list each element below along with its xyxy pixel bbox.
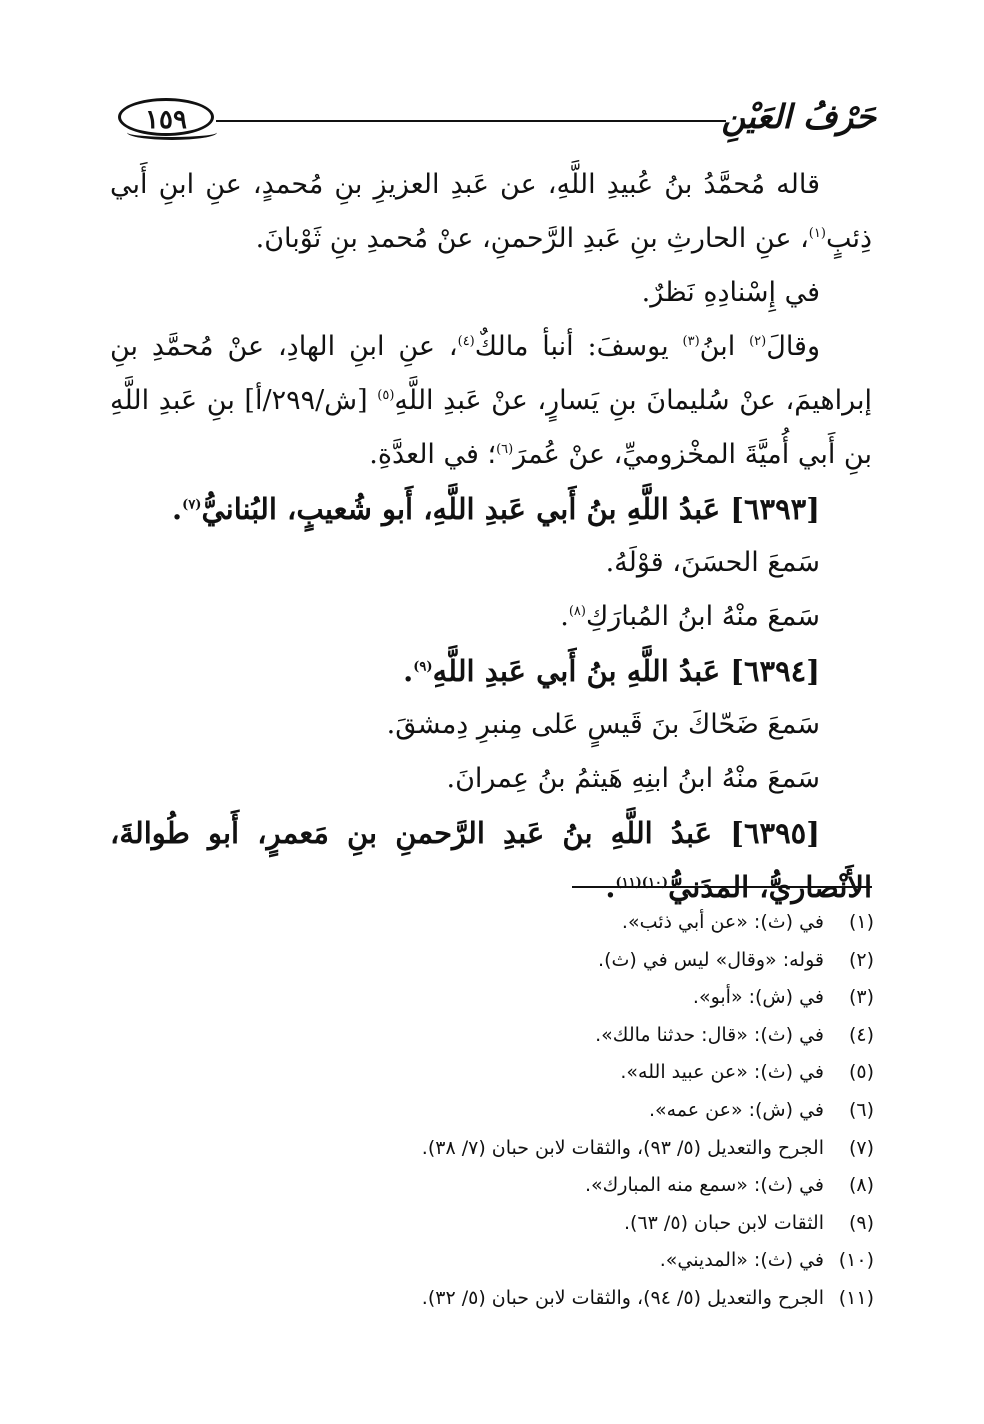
page-header	[118, 92, 876, 152]
footnote-number: (١)	[848, 911, 874, 933]
chapter-title: حَرْفُ العَيْنِ	[721, 97, 876, 136]
footnote-item	[110, 1054, 874, 1092]
paragraph	[110, 266, 872, 320]
footnote-text: قوله: «وقال» ليس في (ث).	[598, 948, 824, 971]
text-run: سَمعَ منْهُ ابنُ ابنِهِ هَيثمُ بنُ عِمرانَ.	[446, 763, 820, 794]
footnote-ref: (٢)	[749, 334, 767, 349]
text-run: سَمعَ منْهُ ابنُ المُبارَكِ	[585, 601, 820, 632]
paragraph	[110, 536, 872, 590]
footnote-text: الجرح والتعديل (٥/ ٩٣)، والثقات لابن حبان (٧/ ٣٨).	[421, 1136, 824, 1159]
text-run: ،	[800, 223, 809, 254]
text-run: ، عنِ ابنِ الهادِ، عنْ مُحمَّدِ بنِ إبراهيمَ، عنْ سُليمانَ بنِ يَسارٍ، عنْ عَبدِ اللَّهِ	[110, 331, 872, 416]
footnote-number: (٢)	[848, 948, 874, 971]
footnote-text: في (ش): «عن عمه».	[648, 1098, 824, 1121]
footnote-separator	[572, 886, 872, 888]
footnote-number: (٧)	[848, 1136, 874, 1159]
entry-title: [٦٣٩٥] عَبدُ اللَّهِ بنُ عَبدِ الرَّحمنِ بنِ مَعمرٍ، أَبو طُوالةَ، الأَنْصاريُّ، المدَنيُّ	[110, 816, 872, 904]
footnote-text: في (ث): «سمع منه المبارك».	[584, 1174, 824, 1197]
entry-heading: [٦٣٩٤] عَبدُ اللَّهِ بنُ أَبي عَبدِ اللَّهِ$^{(٩)}$.	[403, 654, 820, 688]
footnote-ref: (٩)	[413, 659, 433, 675]
paragraph	[110, 698, 872, 752]
footnote-text: الثقات لابن حبان (٥/ ٦٣).	[624, 1211, 824, 1234]
text-run: قاله مُحمَّدُ بنُ عُبيدِ اللَّهِ، عن عَبدِ العزيزِ بنِ مُحمدٍ، عنِ ابنِ أَبي ذِئبٍ	[110, 169, 872, 254]
footnote-number: (١١)	[838, 1286, 874, 1309]
footnote-ref: (١٠)(١١)	[615, 875, 669, 891]
footnote-ref: (٣)	[682, 334, 700, 349]
footnote-ref: (٦)	[496, 442, 514, 457]
footnote-item	[110, 942, 874, 980]
footnote-number: (٥)	[848, 1061, 874, 1084]
footnote-text: في (ث): «قال: حدثنا مالك».	[595, 1023, 824, 1046]
paragraph	[110, 752, 872, 806]
footnote-text: في (ث): «المديني».	[659, 1249, 824, 1272]
footnote-number: (١٠)	[838, 1249, 874, 1272]
footnote-number: (٤)	[848, 1023, 874, 1046]
footnote-item	[110, 1205, 874, 1243]
footnote-number: (٣)	[848, 986, 874, 1009]
footnote-item	[110, 1017, 874, 1055]
text-run: عنِ الحارثِ بنِ عَبدِ الرَّحمنِ، عنْ مُحمدِ بنِ ثَوْبانَ.	[255, 223, 792, 254]
entry-title: [٦٣٩٤] عَبدُ اللَّهِ بنُ أَبي عَبدِ اللَّهِ	[432, 654, 820, 688]
footnote-ref: (٤)	[457, 334, 475, 349]
entry-title: [٦٣٩٣] عَبدُ اللَّهِ بنُ أَبي عَبدِ اللَّهِ، أَبو شُعيبٍ، البُنانيُّ	[201, 492, 820, 526]
footnote-ref: (٧)	[182, 497, 202, 513]
text-run: وقالَ	[766, 331, 820, 362]
footnote-text: في (ث): «عن أبي ذئب».	[621, 911, 824, 933]
footnote-text: الجرح والتعديل (٥/ ٩٤)، والثقات لابن حبان (٥/ ٣٢).	[421, 1286, 824, 1309]
footnote-item	[110, 979, 874, 1017]
footnote-item	[110, 1167, 874, 1205]
text-run: في إِسْنادِهِ نَظرٌ.	[641, 277, 820, 308]
footnote-ref: (٨)	[568, 604, 586, 619]
footnote-item	[110, 1092, 874, 1130]
footnote-item	[110, 1242, 874, 1280]
footnote-ref: (٥)	[377, 388, 395, 403]
header-rule	[216, 120, 726, 122]
paragraph	[110, 320, 872, 482]
footnote-number: (٩)	[848, 1211, 874, 1234]
paragraph: سَمعَ منْهُ ابنُ المُبارَكِ$^{(٨)}$.	[560, 601, 820, 632]
footnote-number: (٦)	[848, 1098, 874, 1121]
text-run: يوسفَ: أنبأ مالكٌ	[474, 331, 683, 362]
paragraph	[110, 158, 872, 266]
text-run: سَمعَ الحسَنَ، قوْلَهُ.	[605, 547, 820, 578]
text-run: ابنُ	[699, 331, 750, 362]
footnote-number: (٨)	[848, 1174, 874, 1197]
text-run: [ش/٢٩٩/أ] بنِ عَبدِ اللَّهِ بنِ أَبي أُميَّةَ المخْزوميِّ، عنْ عُمرَ	[110, 385, 872, 470]
footnote-text: في (ث): «عن عبيد الله».	[620, 1061, 824, 1084]
text-run: ؛ في العدَّةِ.	[369, 439, 497, 470]
page-number: ١٥٩	[118, 98, 214, 136]
text-run: سَمعَ ضَحّاكَ بنَ قَيسٍ عَلى مِنبرِ دِمشقَ.	[386, 709, 820, 740]
main-text	[110, 158, 872, 914]
entry-heading: [٦٣٩٥] عَبدُ اللَّهِ بنُ عَبدِ الرَّحمنِ بنِ مَعمرٍ، أَبو طُوالةَ، الأَنْصاريُّ، المدَنيُّ$^{(١٠)(١١)}$.	[110, 816, 872, 904]
footnotes	[110, 904, 874, 1318]
entry-heading: [٦٣٩٣] عَبدُ اللَّهِ بنُ أَبي عَبدِ اللَّهِ، أَبو شُعيبٍ، البُنانيُّ$^{(٧)}$.	[172, 492, 820, 526]
footnote-text: في (ش): «أبو».	[692, 986, 824, 1009]
footnote-item	[110, 1280, 874, 1318]
footnote-ref: (١)	[808, 226, 826, 241]
footnote-item	[110, 904, 874, 942]
footnote-item	[110, 1130, 874, 1168]
